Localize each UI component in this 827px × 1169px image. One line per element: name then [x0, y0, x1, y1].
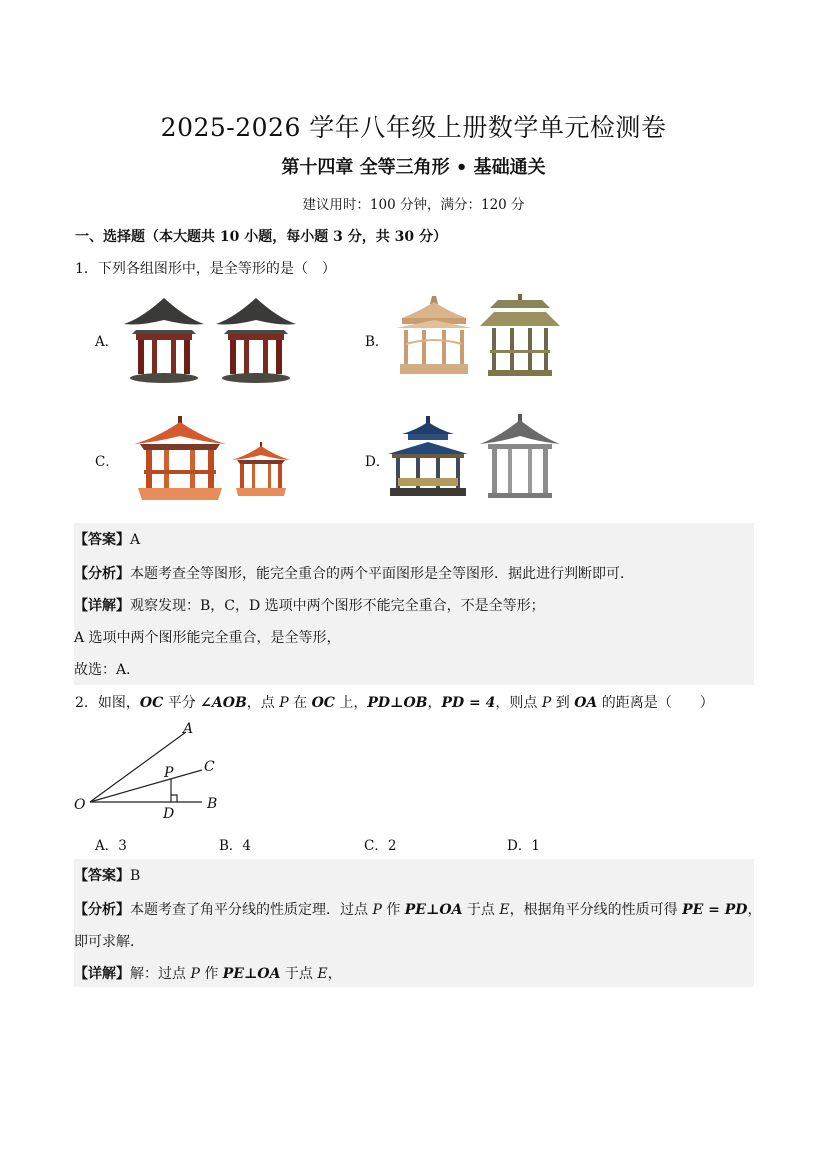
q2-answer-line: [74, 865, 140, 885]
analysis-text: 本题考查了角平分线的性质定理．过点: [130, 902, 373, 918]
math-pe-perp-oa: PE⊥OA: [222, 966, 281, 982]
gazebo-icon: [480, 294, 560, 376]
gazebo-icon: [396, 296, 472, 374]
question-1-stem: 1．下列各组图形中，是全等形的是（ ）: [75, 261, 336, 277]
pavilion-icon: [216, 298, 296, 383]
stem-text: 2．如图，: [75, 695, 140, 711]
answer-value: B: [130, 868, 141, 884]
label-p: P: [164, 765, 174, 781]
q2-analysis-line: [74, 899, 761, 919]
answer-label: 【答案】: [74, 868, 130, 884]
pavilion-icon: [124, 298, 204, 383]
option-b-gazebos-image: [396, 294, 571, 384]
question-2-answer-panel: [74, 859, 762, 987]
answer-value: A: [130, 532, 141, 548]
option-d-label: D．: [365, 454, 390, 470]
math-p: P: [279, 695, 289, 711]
detail-text: 解：过点: [130, 966, 191, 982]
detail-text: 观察发现：B，C，D 选项中两个图形不能完全重合，不是全等形；: [130, 598, 545, 614]
math-oc: OC: [311, 695, 335, 711]
math-oc: OC: [139, 695, 164, 711]
answer-label: 【答案】: [74, 532, 130, 548]
stem-text: 平分: [163, 695, 201, 711]
math-p: P: [190, 966, 200, 982]
stem-text: ，则点: [495, 695, 542, 711]
detail-text: 于点: [280, 966, 318, 982]
analysis-text: ，: [747, 902, 762, 918]
q2-analysis-line-2: 即可求解．: [74, 934, 144, 950]
stem-text: 到: [551, 695, 575, 711]
choice-c: C．2: [364, 838, 397, 854]
detail-text: ，: [327, 966, 342, 982]
detail-label: 【详解】: [74, 966, 130, 982]
q1-detail-line-2: A 选项中两个图形能完全重合，是全等形，: [74, 630, 341, 646]
math-oa: OA: [574, 695, 598, 711]
choice-d: D．1: [507, 838, 540, 854]
math-pd-perp-ob: PD⊥OB: [367, 695, 428, 711]
label-d: D: [163, 806, 175, 822]
label-c: C: [204, 759, 215, 775]
option-a-pavilions-image: [122, 296, 302, 386]
angle-bisector-figure: [70, 718, 230, 824]
math-angle-aob: ∠AOB: [200, 695, 247, 711]
stem-text: 上，: [334, 695, 368, 711]
math-p: P: [372, 902, 382, 918]
choice-a: A．3: [95, 838, 127, 854]
right-angle-mark: [171, 795, 177, 802]
q1-answer-line: [74, 529, 140, 549]
stem-text: ，: [427, 695, 442, 711]
stem-text: ，点: [246, 695, 280, 711]
time-info: 建议用时：100 分钟，满分：120 分: [302, 197, 525, 213]
q1-analysis-line: [74, 563, 634, 583]
stem-text: 在: [288, 695, 312, 711]
page-title: 2025-2026 学年八年级上册数学单元检测卷: [160, 113, 667, 142]
math-e: E: [317, 966, 328, 982]
option-a-label: A．: [95, 334, 119, 350]
label-b: B: [207, 796, 218, 812]
pavilion-large-icon: [134, 416, 226, 500]
math-pe-perp-oa: PE⊥OA: [404, 902, 463, 918]
choice-b: B．4: [219, 838, 252, 854]
math-pe-eq-pd: PE = PD: [682, 902, 748, 918]
detail-label: 【详解】: [74, 598, 130, 614]
section-heading: 一、选择题（本大题共 10 小题，每小题 3 分，共 30 分）: [75, 229, 447, 245]
question-2-stem: [75, 692, 714, 712]
math-p: P: [541, 695, 552, 711]
analysis-label: 【分析】: [74, 566, 130, 582]
analysis-label: 【分析】: [74, 902, 130, 918]
chapter-subtitle: 第十四章 全等三角形 • 基础通关: [281, 157, 546, 178]
option-c-label: C．: [95, 454, 119, 470]
label-o: O: [74, 797, 86, 813]
stem-text: 的距离是（ ）: [597, 695, 714, 711]
math-pd-eq-4: PD = 4: [441, 695, 496, 711]
option-b-label: B．: [365, 334, 389, 350]
q1-conclusion: 故选：A．: [74, 662, 141, 678]
question-1-answer-panel: [74, 523, 754, 685]
option-d-pavilions-image: [388, 414, 563, 504]
pavilion-small-icon: [232, 442, 290, 496]
detail-text: 作: [199, 966, 223, 982]
label-a: A: [183, 721, 194, 737]
analysis-text: 本题考查全等图形，能完全重合的两个平面图形是全等图形．据此进行判断即可．: [130, 566, 634, 582]
q2-detail-line: [74, 963, 342, 983]
q1-detail-line: [74, 595, 545, 615]
analysis-text: 于点: [462, 902, 500, 918]
pavilion-blue-icon: [388, 416, 468, 496]
pavilion-grey-icon: [480, 414, 560, 498]
analysis-text: 作: [381, 902, 405, 918]
ray-oc: [90, 770, 202, 802]
math-e: E: [499, 902, 510, 918]
option-c-pavilions-image: [132, 414, 297, 504]
analysis-text: ，根据角平分线的性质可得: [509, 902, 683, 918]
